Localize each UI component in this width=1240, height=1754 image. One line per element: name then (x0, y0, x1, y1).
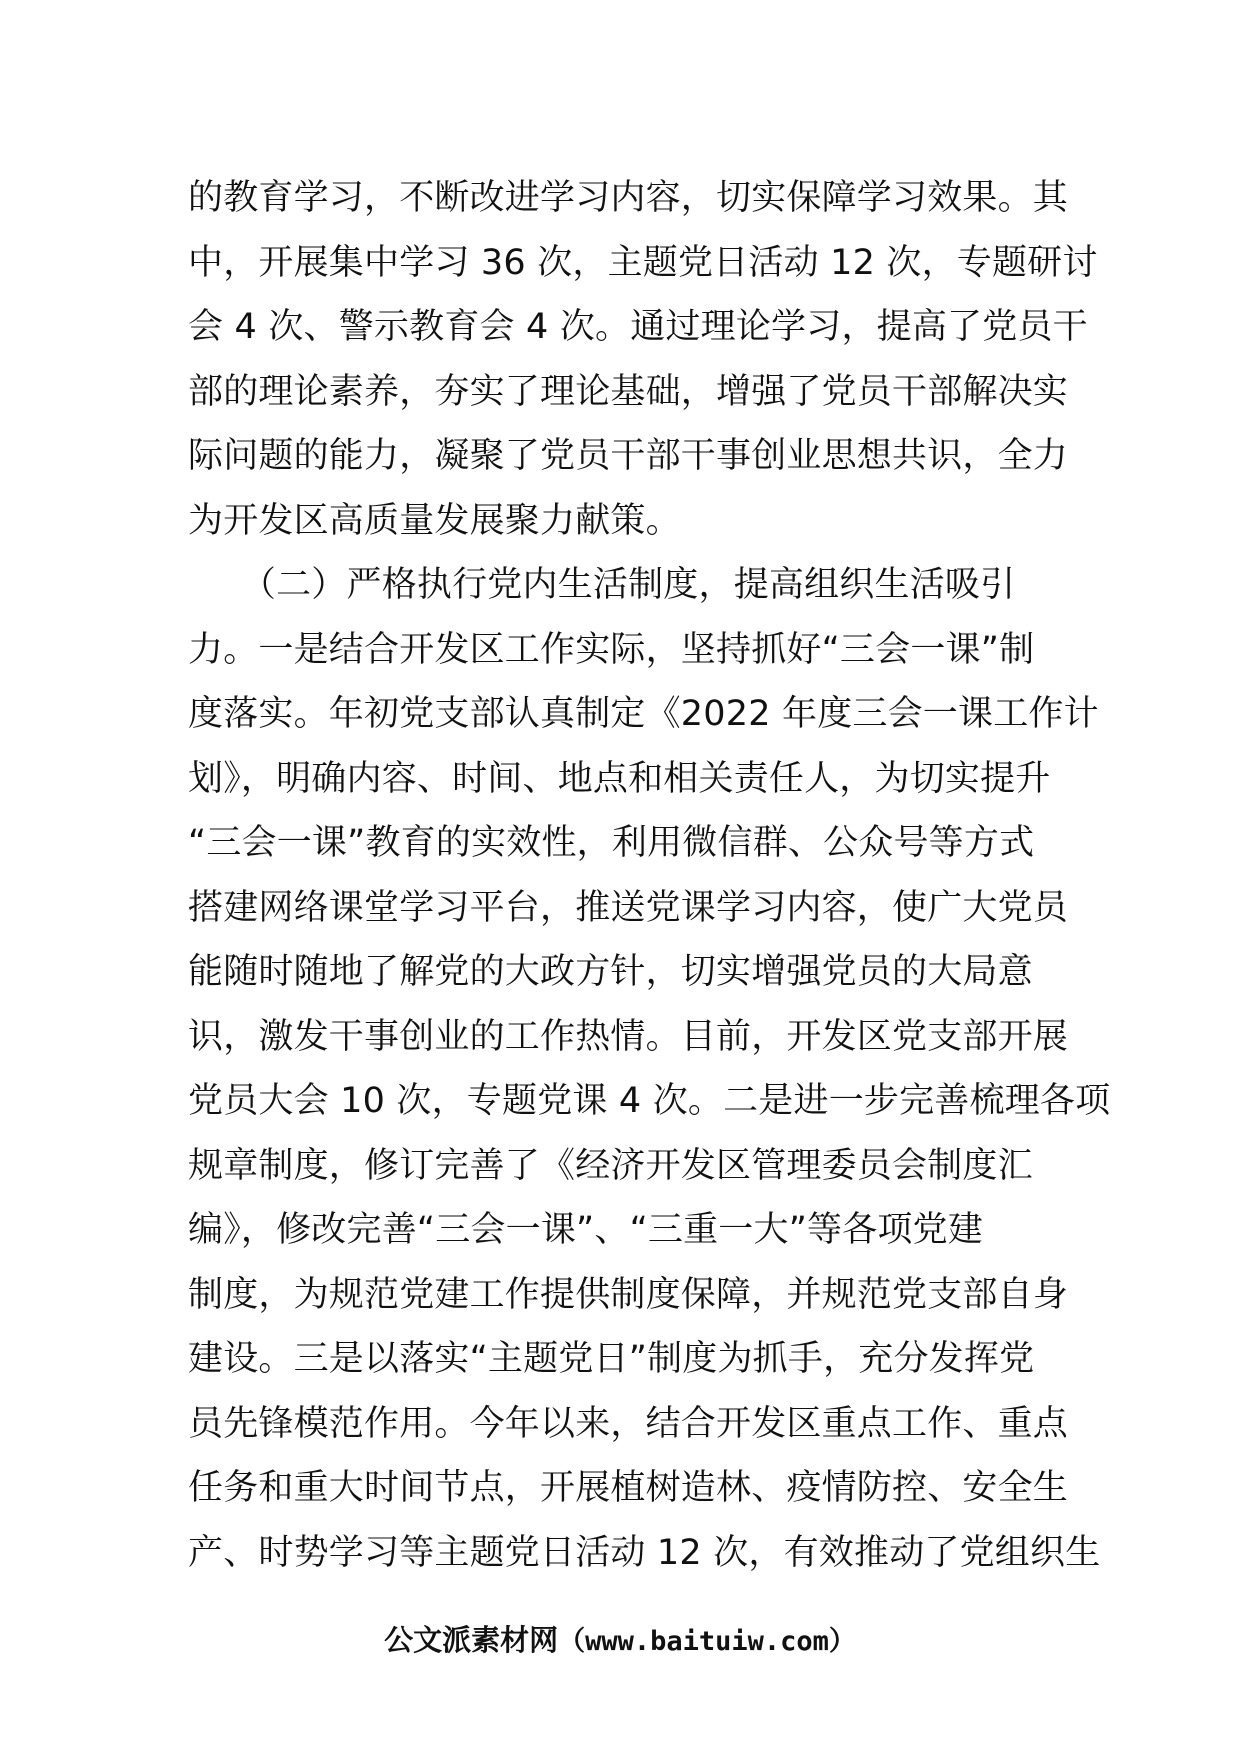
text-line: 划》，明确内容、时间、地点和相关责任人，为切实提升 (188, 758, 1051, 799)
text-line: 部的理论素养，夯实了理论基础，增强了党员干部解决实 (188, 371, 1069, 412)
text-line: 为开发区高质量发展聚力献策。 (188, 500, 681, 541)
text-line: “三会一课”教育的实效性，利用微信群、公众号等方式 (188, 823, 1035, 863)
section-heading-line: （二）严格执行党内生活制度，提高组织生活吸引 (188, 565, 1016, 605)
text-line: 会 4 次、警示教育会 4 次。通过理论学习，提高了党员干 (188, 307, 1088, 347)
text-line: 中，开展集中学习 36 次，主题党日活动 12 次，专题研讨 (188, 242, 1098, 283)
text-line: 建设。三是以落实“主题党日”制度为抓手，充分发挥党 (188, 1339, 1035, 1379)
page-footer (0, 1618, 1240, 1659)
text-line: 任务和重大时间节点，开展植树造林、疫情防控、安全生 (188, 1468, 1069, 1508)
text-line: 规章制度，修订完善了《经济开发区管理委员会制度汇 (188, 1145, 1033, 1186)
document-body (188, 166, 1111, 1585)
text-line: 搭建网络课堂学习平台，推送党课学习内容，使广大党员 (188, 887, 1069, 928)
text-line: 际问题的能力，凝聚了党员干部干事创业思想共识，全力 (188, 436, 1069, 476)
text-line: 员先锋模范作用。今年以来，结合开发区重点工作、重点 (188, 1403, 1069, 1444)
text-line: 党员大会 10 次，专题党课 4 次。二是进一步完善梳理各项 (188, 1081, 1111, 1121)
text-line: 能随时随地了解党的大政方针，切实增强党员的大局意 (188, 952, 1033, 992)
text-line: 识，激发干事创业的工作热情。目前，开发区党支部开展 (188, 1016, 1069, 1057)
text-line: 制度，为规范党建工作提供制度保障，并规范党支部自身 (188, 1274, 1069, 1315)
text-line: 产、时势学习等主题党日活动 12 次，有效推动了党组织生 (188, 1532, 1101, 1573)
text-line: 的教育学习，不断改进学习内容，切实保障学习效果。其 (188, 178, 1069, 218)
footer-site-name: 公文派素材网 (384, 1623, 559, 1657)
text-line: 度落实。年初党支部认真制定《2022 年度三会一课工作计 (188, 694, 1099, 734)
text-line: 编》，修改完善“三会一课”、“三重一大”等各项党建 (188, 1210, 984, 1250)
text-line: 力。一是结合开发区工作实际，坚持抓好“三会一课”制 (188, 629, 1035, 670)
footer-url: （www.baituiw.com） (558, 1626, 856, 1657)
